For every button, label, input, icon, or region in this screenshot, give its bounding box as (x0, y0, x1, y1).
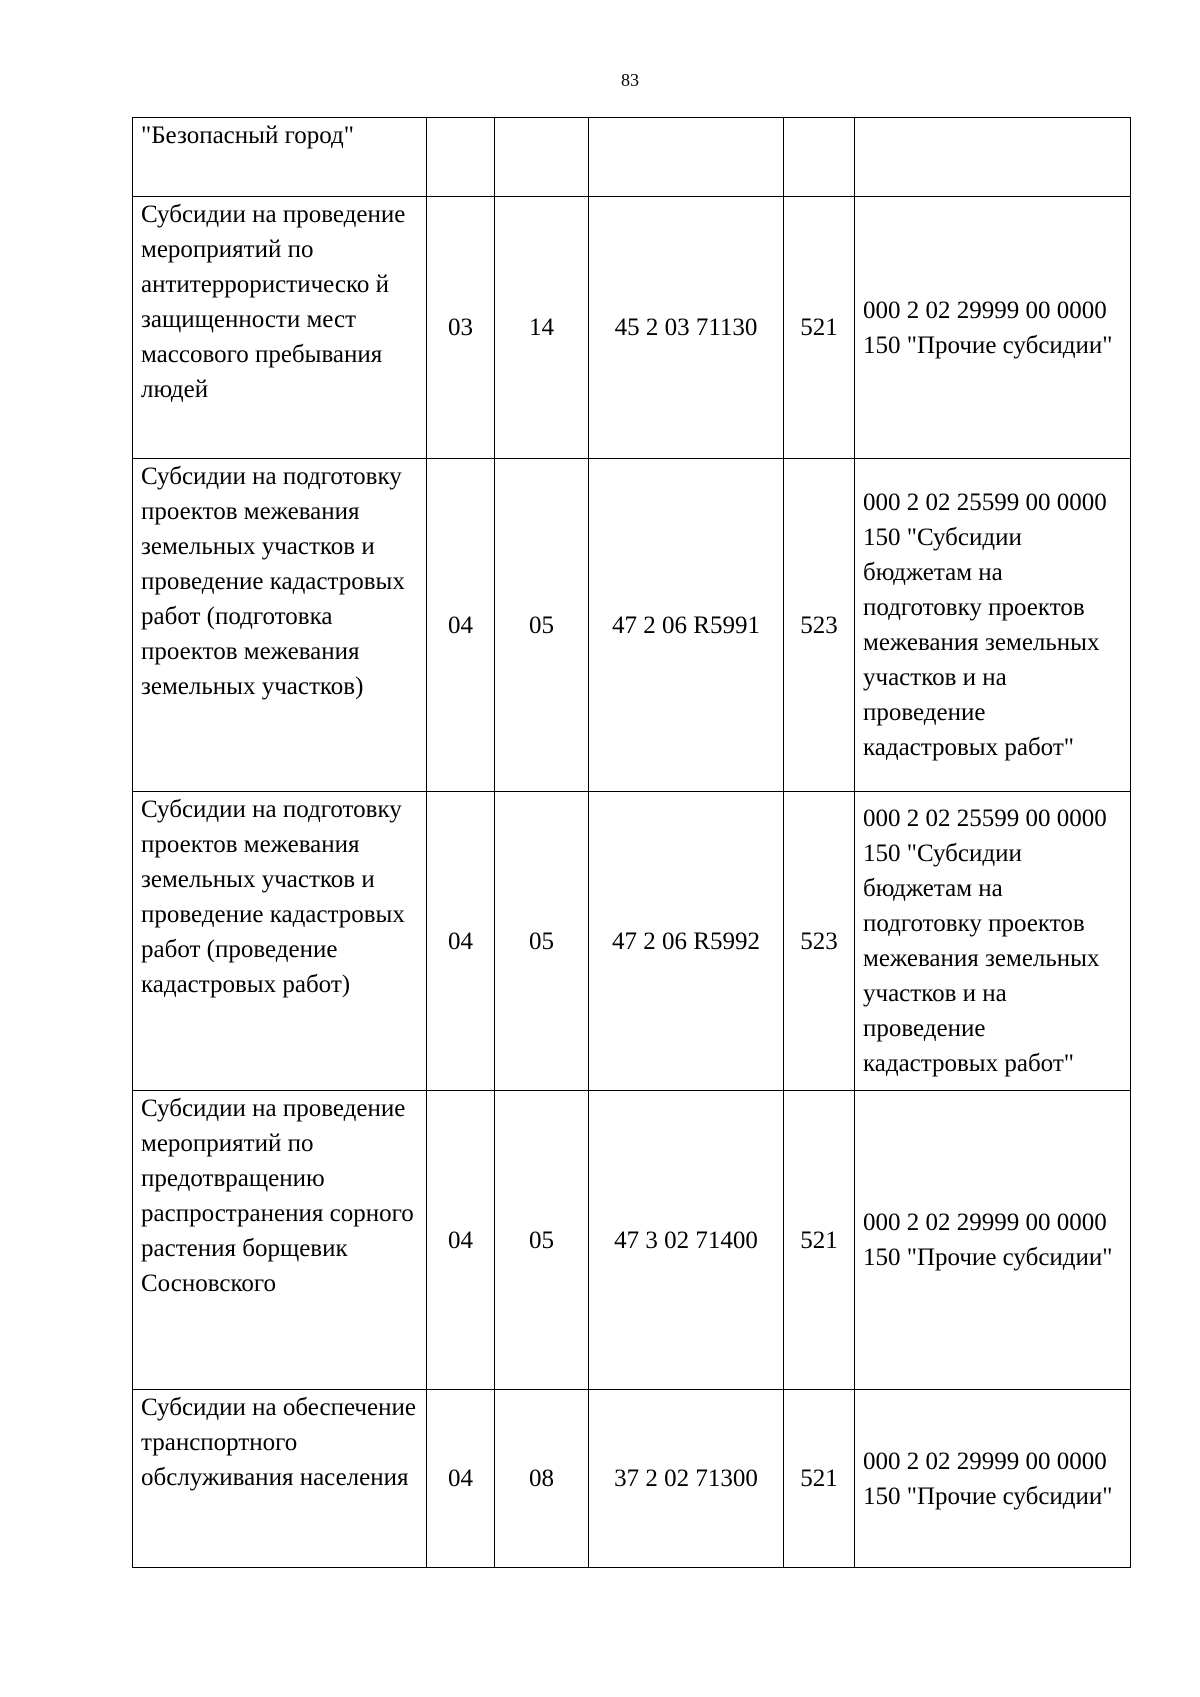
table-row (133, 118, 1131, 197)
subsection-code-cell: 05 (495, 1091, 589, 1390)
expense-type-cell: 521 (784, 1091, 855, 1390)
subsection-code-cell (495, 118, 589, 197)
revenue-code-cell: 000 2 02 25599 00 0000 150 "Субсидии бюджетам на подготовку проектов межевания земельных участков и на проведение кадастровых работ" (855, 792, 1131, 1091)
expense-type-cell: 523 (784, 459, 855, 792)
row-name-cell: Субсидии на проведение мероприятий по предотвращению распространения сорного растения борщевик Сосновского (133, 1091, 427, 1390)
section-code-cell: 04 (427, 1091, 495, 1390)
page-number: 83 (621, 70, 639, 90)
revenue-code-cell: 000 2 02 29999 00 0000 150 "Прочие субсидии" (855, 1390, 1131, 1568)
table-row (133, 197, 1131, 459)
revenue-code-cell: 000 2 02 29999 00 0000 150 "Прочие субсидии" (855, 1091, 1131, 1390)
subsidy-table (132, 117, 1131, 1568)
section-code-cell: 03 (427, 197, 495, 459)
row-name-cell: "Безопасный город" (133, 118, 427, 197)
target-code-cell: 45 2 03 71130 (589, 197, 784, 459)
target-code-cell: 47 3 02 71400 (589, 1091, 784, 1390)
subsection-code-cell: 05 (495, 792, 589, 1091)
table-row (133, 792, 1131, 1091)
row-name-cell: Субсидии на подготовку проектов межевания земельных участков и проведение кадастровых работ (подготовка проектов межевания земельных участков) (133, 459, 427, 792)
target-code-cell: 47 2 06 R5991 (589, 459, 784, 792)
table-row (133, 1390, 1131, 1568)
section-code-cell: 04 (427, 459, 495, 792)
subsection-code-cell: 08 (495, 1390, 589, 1568)
expense-type-cell (784, 118, 855, 197)
row-name-cell: Субсидии на подготовку проектов межевания земельных участков и проведение кадастровых работ (проведение кадастровых работ) (133, 792, 427, 1091)
revenue-code-cell: 000 2 02 25599 00 0000 150 "Субсидии бюджетам на подготовку проектов межевания земельных участков и на проведение кадастровых работ" (855, 459, 1131, 792)
section-code-cell (427, 118, 495, 197)
section-code-cell: 04 (427, 1390, 495, 1568)
target-code-cell: 37 2 02 71300 (589, 1390, 784, 1568)
table-row (133, 1091, 1131, 1390)
subsection-code-cell: 14 (495, 197, 589, 459)
table-row (133, 459, 1131, 792)
section-code-cell: 04 (427, 792, 495, 1091)
revenue-code-cell (855, 118, 1131, 197)
subsection-code-cell: 05 (495, 459, 589, 792)
row-name-cell: Субсидии на обеспечение транспортного обслуживания населения (133, 1390, 427, 1568)
expense-type-cell: 521 (784, 1390, 855, 1568)
expense-type-cell: 521 (784, 197, 855, 459)
expense-type-cell: 523 (784, 792, 855, 1091)
revenue-code-cell: 000 2 02 29999 00 0000 150 "Прочие субсидии" (855, 197, 1131, 459)
target-code-cell: 47 2 06 R5992 (589, 792, 784, 1091)
row-name-cell: Субсидии на проведение мероприятий по антитеррористическо й защищенности мест массового пребывания людей (133, 197, 427, 459)
target-code-cell (589, 118, 784, 197)
